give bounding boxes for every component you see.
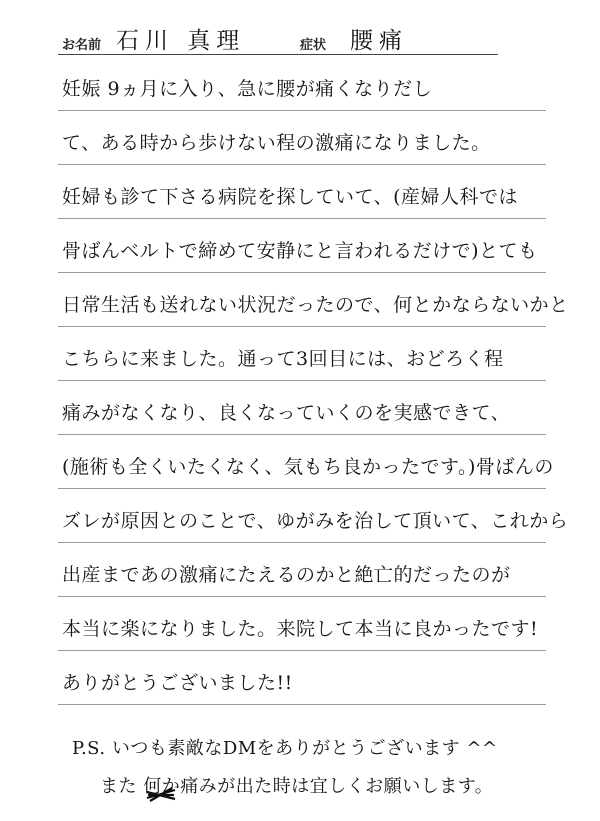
- ruled-line: [58, 380, 546, 381]
- ruled-line: [58, 110, 546, 111]
- ruled-line: [58, 164, 546, 165]
- ruled-line: [58, 272, 546, 273]
- body-line: 痛みがなくなり、良くなっていくのを実感できて、: [62, 402, 511, 424]
- body-line: 妊娠 9ヵ月に入り、急に腰が痛くなりだし: [62, 78, 433, 100]
- ruled-line: [58, 542, 546, 543]
- body-line: 出産まであの激痛にたえるのかと絶亡的だったのが: [62, 564, 511, 586]
- ruled-line: [58, 326, 546, 327]
- body-line: 日常生活も送れない状況だったので、何とかならないかと: [62, 294, 569, 316]
- ruled-line: [58, 218, 546, 219]
- body-line: こちらに来ました。通って3回目には、おどろく程: [62, 348, 504, 370]
- body-line: (施術も全くいたくなく、気もち良かったです。)骨ばんの: [62, 456, 554, 478]
- body-line: て、ある時から歩けない程の激痛になりました。: [62, 132, 491, 154]
- ps-line: また 何か痛みが出た時は宜しくお願いします。: [100, 776, 494, 797]
- ruled-line: [58, 434, 546, 435]
- name-value: 石川 真理: [116, 28, 246, 54]
- body-line: 骨ばんベルトで締めて安静にと言われるだけで)とても: [62, 240, 538, 262]
- symptom-label: 症状: [300, 38, 327, 53]
- ruled-line: [58, 650, 546, 651]
- body-line: ありがとうございました!!: [62, 672, 293, 694]
- name-label: お名前: [62, 38, 102, 53]
- ruled-line: [58, 596, 546, 597]
- body-line: 本当に楽になりました。来院して本当に良かったです!: [62, 618, 539, 640]
- body-line: 妊婦も診て下さる病院を探していて、(産婦人科では: [62, 186, 519, 208]
- ps-line: P.S. いつも素敵なDMをありがとうございます ^^: [72, 738, 498, 759]
- ruled-line: [58, 488, 546, 489]
- ruled-line: [58, 704, 546, 705]
- header-underline: [58, 54, 498, 55]
- scribble-mark: [146, 786, 176, 804]
- body-line: ズレが原因とのことで、ゆがみを治して頂いて、これから: [62, 510, 569, 532]
- symptom-value: 腰痛: [350, 28, 408, 54]
